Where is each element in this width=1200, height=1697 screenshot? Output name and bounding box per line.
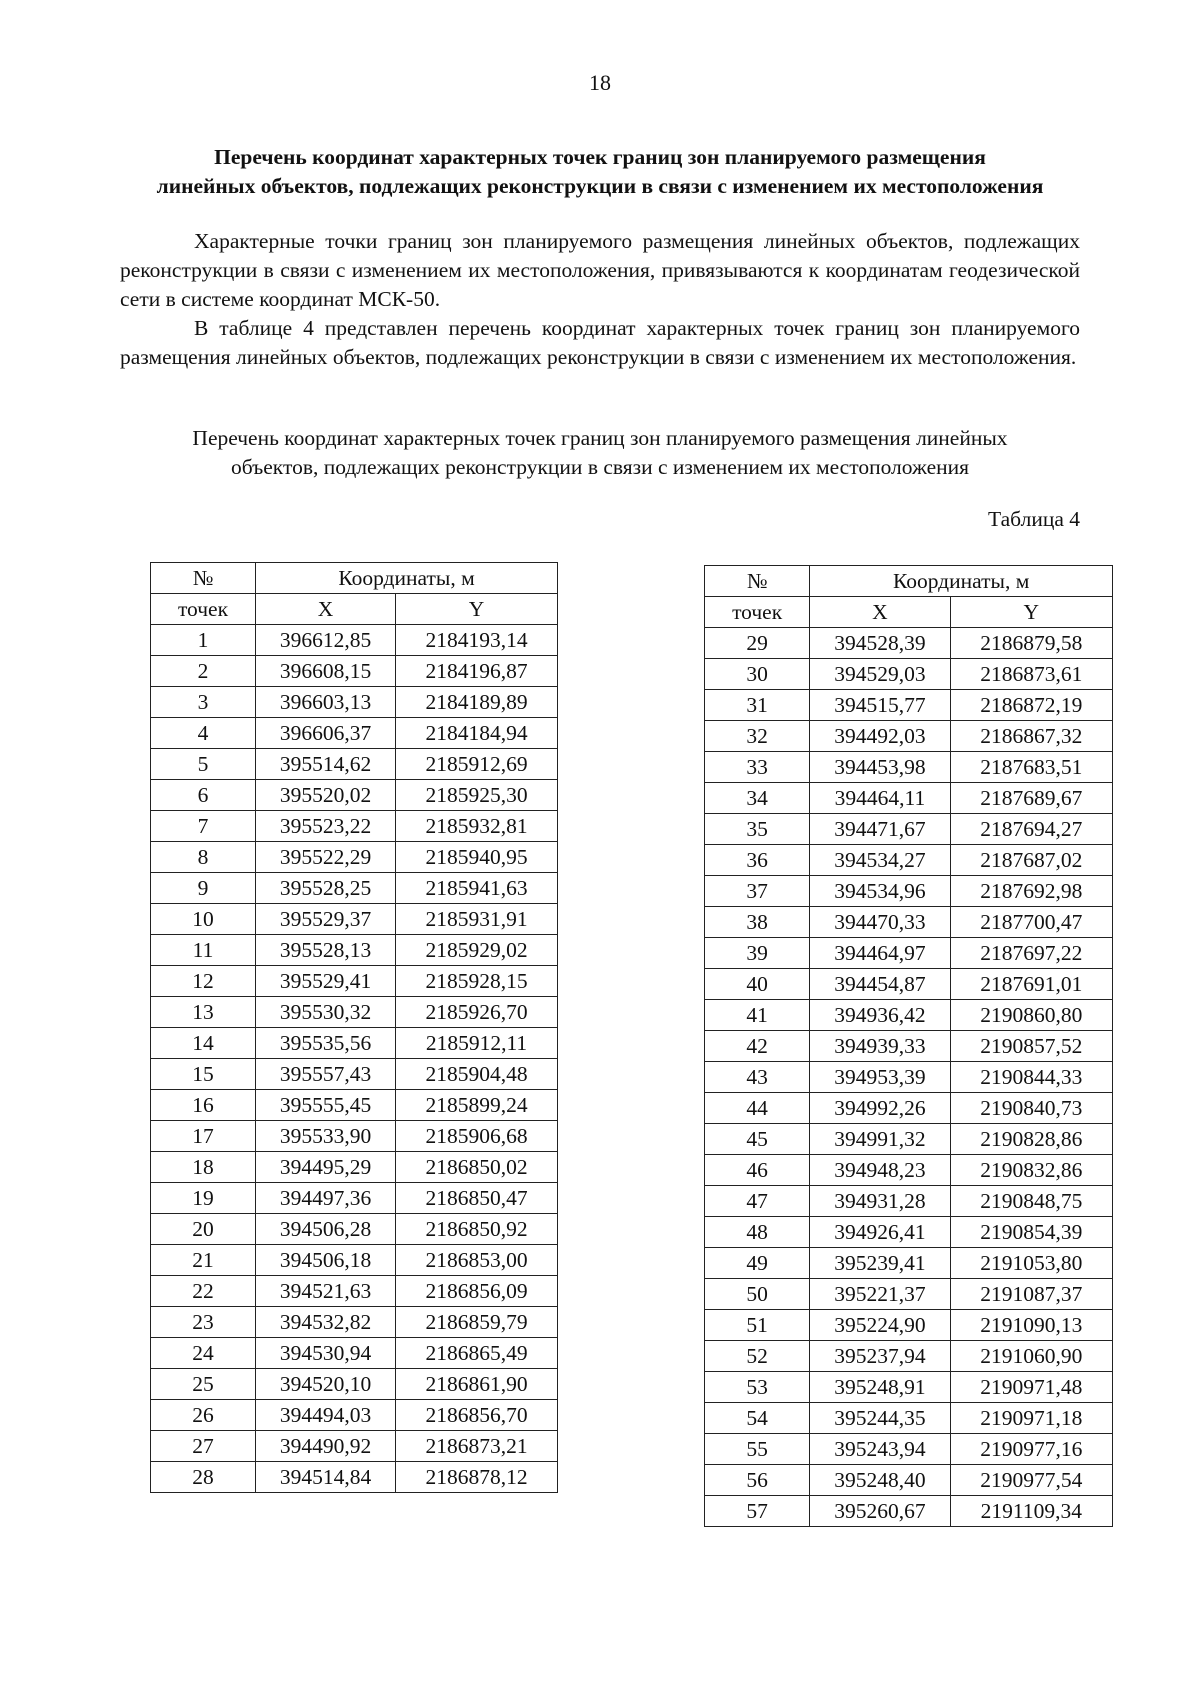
table-row	[151, 1338, 558, 1369]
table-row	[705, 1093, 1113, 1124]
y-coordinate-cell: 2186853,00	[396, 1245, 558, 1276]
x-coordinate-cell: 394470,33	[810, 907, 950, 938]
table-row	[705, 659, 1113, 690]
table-row	[151, 842, 558, 873]
y-coordinate-cell: 2185941,63	[396, 873, 558, 904]
table-row	[151, 656, 558, 687]
table-row	[151, 718, 558, 749]
x-coordinate-cell: 395555,45	[256, 1090, 396, 1121]
x-coordinate-cell: 394991,32	[810, 1124, 950, 1155]
y-coordinate-cell: 2190854,39	[950, 1217, 1112, 1248]
y-coordinate-cell: 2185932,81	[396, 811, 558, 842]
point-number-cell: 4	[151, 718, 256, 749]
y-coordinate-cell: 2190977,16	[950, 1434, 1112, 1465]
x-coordinate-cell: 394528,39	[810, 628, 950, 659]
y-coordinate-cell: 2186879,58	[950, 628, 1112, 659]
table-row	[151, 966, 558, 997]
table-row	[151, 1276, 558, 1307]
point-number-cell: 39	[705, 938, 810, 969]
y-coordinate-cell: 2184193,14	[396, 625, 558, 656]
y-coordinate-cell: 2190971,18	[950, 1403, 1112, 1434]
y-coordinate-cell: 2191087,37	[950, 1279, 1112, 1310]
point-number-cell: 38	[705, 907, 810, 938]
table-row	[151, 873, 558, 904]
points-header: точек	[151, 594, 256, 625]
x-coordinate-cell: 396612,85	[256, 625, 396, 656]
point-number-cell: 55	[705, 1434, 810, 1465]
table-row	[705, 907, 1113, 938]
y-coordinate-cell: 2190840,73	[950, 1093, 1112, 1124]
x-coordinate-cell: 394530,94	[256, 1338, 396, 1369]
y-coordinate-cell: 2191060,90	[950, 1341, 1112, 1372]
y-coordinate-cell: 2191053,80	[950, 1248, 1112, 1279]
x-coordinate-cell: 394931,28	[810, 1186, 950, 1217]
x-coordinate-cell: 394534,96	[810, 876, 950, 907]
y-coordinate-cell: 2185899,24	[396, 1090, 558, 1121]
x-coordinate-cell: 394492,03	[810, 721, 950, 752]
point-number-header: №	[151, 563, 256, 594]
x-coordinate-cell: 394471,67	[810, 814, 950, 845]
table-row	[151, 1183, 558, 1214]
point-number-cell: 32	[705, 721, 810, 752]
y-coordinate-cell: 2185912,69	[396, 749, 558, 780]
table-row	[151, 625, 558, 656]
y-coordinate-cell: 2185906,68	[396, 1121, 558, 1152]
table-row	[705, 814, 1113, 845]
x-coordinate-cell: 395224,90	[810, 1310, 950, 1341]
y-coordinate-cell: 2186850,92	[396, 1214, 558, 1245]
table-row	[705, 628, 1113, 659]
x-coordinate-cell: 394453,98	[810, 752, 950, 783]
y-coordinate-cell: 2185925,30	[396, 780, 558, 811]
table-caption-line-1: Перечень координат характерных точек границ зон планируемого размещения линейных	[192, 426, 1008, 450]
y-coordinate-cell: 2190977,54	[950, 1465, 1112, 1496]
table-row	[151, 1214, 558, 1245]
y-coordinate-cell: 2186873,61	[950, 659, 1112, 690]
x-coordinate-cell: 394936,42	[810, 1000, 950, 1031]
coordinates-header: Координаты, м	[810, 566, 1113, 597]
point-number-cell: 25	[151, 1369, 256, 1400]
point-number-cell: 28	[151, 1462, 256, 1493]
point-number-cell: 11	[151, 935, 256, 966]
x-coordinate-cell: 395248,91	[810, 1372, 950, 1403]
table-row	[151, 1090, 558, 1121]
y-coordinate-cell: 2186872,19	[950, 690, 1112, 721]
x-coordinate-cell: 395523,22	[256, 811, 396, 842]
table-caption-line-2: объектов, подлежащих реконструкции в связи с изменением их местоположения	[230, 455, 970, 479]
table-row	[151, 1059, 558, 1090]
y-coordinate-cell: 2186850,47	[396, 1183, 558, 1214]
table-row	[705, 1124, 1113, 1155]
x-coordinate-cell: 394497,36	[256, 1183, 396, 1214]
y-coordinate-cell: 2185904,48	[396, 1059, 558, 1090]
x-coordinate-cell: 394992,26	[810, 1093, 950, 1124]
x-coordinate-cell: 395248,40	[810, 1465, 950, 1496]
point-number-cell: 26	[151, 1400, 256, 1431]
point-number-cell: 53	[705, 1372, 810, 1403]
point-number-cell: 20	[151, 1214, 256, 1245]
table-row	[705, 1062, 1113, 1093]
y-coordinate-cell: 2186861,90	[396, 1369, 558, 1400]
table-row	[151, 904, 558, 935]
y-coordinate-cell: 2190848,75	[950, 1186, 1112, 1217]
y-coordinate-cell: 2184184,94	[396, 718, 558, 749]
x-coordinate-cell: 395529,41	[256, 966, 396, 997]
x-coordinate-cell: 394506,18	[256, 1245, 396, 1276]
point-number-cell: 7	[151, 811, 256, 842]
point-number-cell: 37	[705, 876, 810, 907]
table-header-row	[705, 566, 1113, 597]
table-row	[151, 749, 558, 780]
table-row	[705, 1496, 1113, 1527]
y-coordinate-cell: 2191109,34	[950, 1496, 1112, 1527]
y-coordinate-cell: 2185928,15	[396, 966, 558, 997]
x-coordinate-cell: 394529,03	[810, 659, 950, 690]
table-row	[705, 1434, 1113, 1465]
point-number-cell: 27	[151, 1431, 256, 1462]
y-coordinate-cell: 2186878,12	[396, 1462, 558, 1493]
table-label: Таблица 4	[988, 507, 1080, 531]
body-text	[120, 227, 1080, 372]
point-number-cell: 34	[705, 783, 810, 814]
y-coordinate-cell: 2185929,02	[396, 935, 558, 966]
x-coordinate-cell: 394948,23	[810, 1155, 950, 1186]
table-row	[151, 1369, 558, 1400]
table-row	[705, 1155, 1113, 1186]
y-coordinate-cell: 2187691,01	[950, 969, 1112, 1000]
point-number-cell: 56	[705, 1465, 810, 1496]
x-coordinate-cell: 394454,87	[810, 969, 950, 1000]
table-row	[151, 1152, 558, 1183]
y-coordinate-cell: 2187683,51	[950, 752, 1112, 783]
x-coordinate-cell: 394521,63	[256, 1276, 396, 1307]
point-number-cell: 36	[705, 845, 810, 876]
x-coordinate-cell: 395520,02	[256, 780, 396, 811]
point-number-cell: 54	[705, 1403, 810, 1434]
table-row	[705, 1310, 1113, 1341]
table-row	[151, 1462, 558, 1493]
x-coordinate-cell: 394939,33	[810, 1031, 950, 1062]
x-coordinate-cell: 394515,77	[810, 690, 950, 721]
table-row	[151, 1028, 558, 1059]
point-number-cell: 31	[705, 690, 810, 721]
point-number-cell: 17	[151, 1121, 256, 1152]
y-coordinate-cell: 2184196,87	[396, 656, 558, 687]
x-header: X	[810, 597, 950, 628]
point-number-cell: 12	[151, 966, 256, 997]
y-coordinate-cell: 2185940,95	[396, 842, 558, 873]
y-coordinate-cell: 2187687,02	[950, 845, 1112, 876]
x-coordinate-cell: 394464,97	[810, 938, 950, 969]
x-coordinate-cell: 395522,29	[256, 842, 396, 873]
table-header-row	[151, 563, 558, 594]
table-row	[705, 783, 1113, 814]
y-coordinate-cell: 2190857,52	[950, 1031, 1112, 1062]
point-number-cell: 41	[705, 1000, 810, 1031]
x-coordinate-cell: 396603,13	[256, 687, 396, 718]
table-row	[705, 1000, 1113, 1031]
point-number-cell: 9	[151, 873, 256, 904]
point-number-cell: 35	[705, 814, 810, 845]
x-coordinate-cell: 395535,56	[256, 1028, 396, 1059]
x-coordinate-cell: 395533,90	[256, 1121, 396, 1152]
x-coordinate-cell: 395239,41	[810, 1248, 950, 1279]
x-coordinate-cell: 394953,39	[810, 1062, 950, 1093]
point-number-cell: 29	[705, 628, 810, 659]
point-number-cell: 51	[705, 1310, 810, 1341]
x-coordinate-cell: 395244,35	[810, 1403, 950, 1434]
paragraph-2: В таблице 4 представлен перечень координат характерных точек границ зон планируемого размещения линейных объектов, подлежащих реконструкции в связи с изменением их местоположения.	[120, 316, 1080, 369]
x-coordinate-cell: 394490,92	[256, 1431, 396, 1462]
y-coordinate-cell: 2187692,98	[950, 876, 1112, 907]
x-coordinate-cell: 394926,41	[810, 1217, 950, 1248]
y-coordinate-cell: 2186865,49	[396, 1338, 558, 1369]
coordinates-table-right	[704, 565, 1113, 1527]
point-number-cell: 13	[151, 997, 256, 1028]
point-number-cell: 15	[151, 1059, 256, 1090]
point-number-cell: 44	[705, 1093, 810, 1124]
paragraph-1: Характерные точки границ зон планируемого размещения линейных объектов, подлежащих реконструкции в связи с изменением их местоположения, привязываются к координатам геодезической сети в системе координат МСК-50.	[120, 229, 1080, 311]
point-number-cell: 24	[151, 1338, 256, 1369]
y-coordinate-cell: 2184189,89	[396, 687, 558, 718]
x-coordinate-cell: 394464,11	[810, 783, 950, 814]
point-number-cell: 33	[705, 752, 810, 783]
table-row	[151, 780, 558, 811]
y-coordinate-cell: 2187700,47	[950, 907, 1112, 938]
table-row	[705, 1217, 1113, 1248]
table-caption	[140, 424, 1060, 482]
x-coordinate-cell: 394506,28	[256, 1214, 396, 1245]
x-coordinate-cell: 394534,27	[810, 845, 950, 876]
table-row	[705, 752, 1113, 783]
y-coordinate-cell: 2190844,33	[950, 1062, 1112, 1093]
x-coordinate-cell: 396608,15	[256, 656, 396, 687]
x-coordinate-cell: 394532,82	[256, 1307, 396, 1338]
x-coordinate-cell: 395237,94	[810, 1341, 950, 1372]
points-header: точек	[705, 597, 810, 628]
point-number-cell: 52	[705, 1341, 810, 1372]
y-coordinate-cell: 2185912,11	[396, 1028, 558, 1059]
table-row	[705, 969, 1113, 1000]
table-row	[151, 1245, 558, 1276]
point-number-cell: 50	[705, 1279, 810, 1310]
x-coordinate-cell: 395221,37	[810, 1279, 950, 1310]
point-number-header: №	[705, 566, 810, 597]
table-row	[705, 721, 1113, 752]
point-number-cell: 49	[705, 1248, 810, 1279]
x-coordinate-cell: 394514,84	[256, 1462, 396, 1493]
point-number-cell: 43	[705, 1062, 810, 1093]
point-number-cell: 6	[151, 780, 256, 811]
table-row	[705, 1279, 1113, 1310]
point-number-cell: 1	[151, 625, 256, 656]
heading-line-1: Перечень координат характерных точек границ зон планируемого размещения	[214, 145, 986, 169]
point-number-cell: 14	[151, 1028, 256, 1059]
y-coordinate-cell: 2191090,13	[950, 1310, 1112, 1341]
point-number-cell: 8	[151, 842, 256, 873]
point-number-cell: 2	[151, 656, 256, 687]
point-number-cell: 19	[151, 1183, 256, 1214]
y-header: Y	[396, 594, 558, 625]
y-coordinate-cell: 2186850,02	[396, 1152, 558, 1183]
y-coordinate-cell: 2186859,79	[396, 1307, 558, 1338]
y-coordinate-cell: 2186873,21	[396, 1431, 558, 1462]
y-coordinate-cell: 2187689,67	[950, 783, 1112, 814]
table-row	[151, 1400, 558, 1431]
table-row	[705, 876, 1113, 907]
point-number-cell: 23	[151, 1307, 256, 1338]
table-body-right	[705, 628, 1113, 1527]
table-row	[151, 687, 558, 718]
table-row	[705, 1248, 1113, 1279]
point-number-cell: 48	[705, 1217, 810, 1248]
y-header: Y	[950, 597, 1112, 628]
x-coordinate-cell: 395528,13	[256, 935, 396, 966]
x-coordinate-cell: 395557,43	[256, 1059, 396, 1090]
table-row	[151, 1121, 558, 1152]
point-number-cell: 3	[151, 687, 256, 718]
point-number-cell: 10	[151, 904, 256, 935]
y-coordinate-cell: 2187697,22	[950, 938, 1112, 969]
point-number-cell: 22	[151, 1276, 256, 1307]
y-coordinate-cell: 2190860,80	[950, 1000, 1112, 1031]
x-coordinate-cell: 395260,67	[810, 1496, 950, 1527]
table-row	[151, 1307, 558, 1338]
coordinates-table-left	[150, 562, 558, 1493]
point-number-cell: 18	[151, 1152, 256, 1183]
page-number: 18	[589, 70, 611, 95]
table-row	[705, 1465, 1113, 1496]
table-subheader-row	[705, 597, 1113, 628]
x-coordinate-cell: 395530,32	[256, 997, 396, 1028]
y-coordinate-cell: 2190828,86	[950, 1124, 1112, 1155]
point-number-cell: 45	[705, 1124, 810, 1155]
table-row	[151, 997, 558, 1028]
table-row	[151, 1431, 558, 1462]
table-row	[705, 1341, 1113, 1372]
y-coordinate-cell: 2186856,09	[396, 1276, 558, 1307]
point-number-cell: 30	[705, 659, 810, 690]
table-row	[705, 1372, 1113, 1403]
point-number-cell: 21	[151, 1245, 256, 1276]
x-coordinate-cell: 394520,10	[256, 1369, 396, 1400]
table-row	[151, 935, 558, 966]
y-coordinate-cell: 2187694,27	[950, 814, 1112, 845]
table-row	[705, 690, 1113, 721]
y-coordinate-cell: 2190971,48	[950, 1372, 1112, 1403]
table-body-left	[151, 625, 558, 1493]
document-heading	[100, 143, 1100, 201]
point-number-cell: 40	[705, 969, 810, 1000]
point-number-cell: 5	[151, 749, 256, 780]
x-coordinate-cell: 395529,37	[256, 904, 396, 935]
y-coordinate-cell: 2186867,32	[950, 721, 1112, 752]
x-coordinate-cell: 394495,29	[256, 1152, 396, 1183]
table-row	[705, 1403, 1113, 1434]
x-coordinate-cell: 395243,94	[810, 1434, 950, 1465]
x-coordinate-cell: 394494,03	[256, 1400, 396, 1431]
point-number-cell: 46	[705, 1155, 810, 1186]
point-number-cell: 16	[151, 1090, 256, 1121]
y-coordinate-cell: 2186856,70	[396, 1400, 558, 1431]
table-subheader-row	[151, 594, 558, 625]
table-row	[705, 845, 1113, 876]
x-header: X	[256, 594, 396, 625]
point-number-cell: 57	[705, 1496, 810, 1527]
coordinates-header: Координаты, м	[256, 563, 558, 594]
x-coordinate-cell: 395514,62	[256, 749, 396, 780]
y-coordinate-cell: 2185926,70	[396, 997, 558, 1028]
table-row	[705, 938, 1113, 969]
table-row	[151, 811, 558, 842]
point-number-cell: 42	[705, 1031, 810, 1062]
y-coordinate-cell: 2185931,91	[396, 904, 558, 935]
heading-line-2: линейных объектов, подлежащих реконструкции в связи с изменением их местоположения	[156, 174, 1044, 198]
x-coordinate-cell: 396606,37	[256, 718, 396, 749]
table-row	[705, 1186, 1113, 1217]
table-row	[705, 1031, 1113, 1062]
x-coordinate-cell: 395528,25	[256, 873, 396, 904]
y-coordinate-cell: 2190832,86	[950, 1155, 1112, 1186]
point-number-cell: 47	[705, 1186, 810, 1217]
